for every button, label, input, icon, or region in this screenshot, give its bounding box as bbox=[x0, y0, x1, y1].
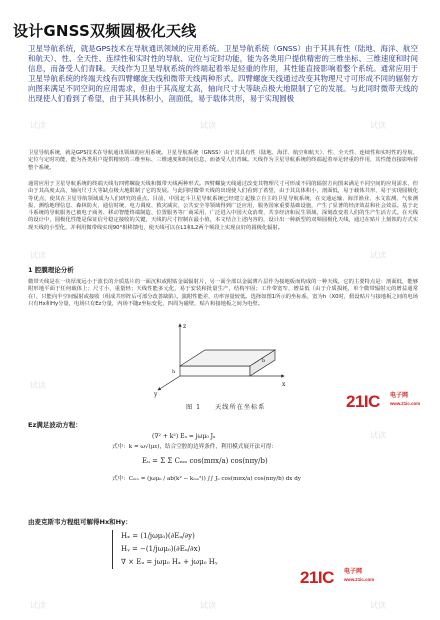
watermark: 试读 bbox=[200, 121, 216, 130]
watermark: 试读 bbox=[370, 251, 386, 260]
logo-mark: 21IC bbox=[346, 392, 380, 411]
figure-caption-text: 天线所在坐标系 bbox=[215, 404, 266, 411]
body-paragraph-1: 卫星导航系统，就是GPS技术在导航通讯领域的应用系统。卫星导航系统（GNSS）由于其具有性（陆地、海洋、航空和航天）、性、全天性、连续性和实时性的导航、定位与定时功能，能为各类用户提供精密的三维坐标、三维速度和时间信息，而备受人们青睐。天线作为卫星导航系统的终端起着举足轻重的作用，其性能直接影响着整个系统。 bbox=[28, 150, 418, 171]
watermark: 试读 bbox=[30, 381, 46, 390]
equation-hy: Hᵧ = −(1/jωμ₀)(∂Eᵤ/∂x) bbox=[121, 545, 201, 553]
logo-url-bottom: www.21ic.com bbox=[344, 577, 375, 582]
site-logo-bottom bbox=[300, 568, 380, 588]
lead-paragraph: 卫星导航系统，就是GPS技术在导航通讯领域的应用系统。卫星导航系统（GNSS）由于其具有性（陆地、海洋、航空和航天）、性、全天性、连续性和实时性的导航、定位与定时功能，能为各类用户提供精密的三维坐标、三维速度和时间信息，而备受人们青睐。天线作为卫星导航系统的终端起着举足轻重的作用，其性能直接影响着整个系统。通常应用于卫星导航系统的终端天线有四臂螺旋天线和微带天线两种形式。四臂螺旋天线通过改变其物理尺寸可形成不同的辐射方向图来满足不同空间的应用需求，但由于其高度太高，轴向尺寸大等缺点极大地限制了它的发展。与此同时微带天线的出现使人们看到了希望，由于其具体积小，剖面低，易于载体共形，易于实现圆极 bbox=[28, 44, 418, 103]
watermark: 试读 bbox=[30, 121, 46, 130]
equation-note-1: 式中：k = ω√(με)，结合空腔的边界条件，利用模式展开法可得： bbox=[112, 444, 277, 450]
axis-label-z: z bbox=[183, 323, 187, 330]
watermark: 试读 bbox=[30, 601, 46, 610]
equation-block-2 bbox=[112, 530, 301, 569]
logo-subtitle: 电子网 bbox=[390, 393, 409, 399]
body-paragraph-2: 通常应用于卫星导航系统的终端天线有四臂螺旋天线和微带天线两种形式。四臂螺旋天线通过改变其物理尺寸可形成不同的辐射方向图来满足不同空间的应用需求，但由于其高度太高，轴向尺寸大等缺点极大地限制了它的发展。与此同时微带天线的出现使人们看到了希望，由于其具体积小，剖面低，易于载体共形，易于实现圆极化等优点，使其在卫星导航领域成为人们研究的重点。目前，中国北斗卫星导航系统已经建立起独立自主的卫星导航系统，在交通运输、海洋渔业、水文监测、气象测报、测绘地理信息、森林防火、通信时统、电力调度、救灾减灾、公共安全等领域得到广泛应用，服务国家重要基础设施，产生了显著的经济效益和社会效益。基于北斗系统的导航服务已被电子商务、移动智能终端制造、位置服务等厂商采用，广泛进入中国大众消费、共享经济和民生领域，深刻改变着人们的生产生活方式。在天线的设计中，圆极化性能是保证信号稳定接收的关键，天线的尺寸控制在最小值，本文结合上述内容的，设计出一种新型的双频圆极化天线，通过在贴片上刻蚀的方式实现天线的小型化，并利用微带线实现90°相移馈电，使天线可以在L1和L2两个频段上实现良好的圆极化辐射。 bbox=[28, 181, 418, 231]
page-title: 设计GNSS双频圆极化天线 bbox=[13, 22, 197, 40]
dim-label-b: b bbox=[262, 358, 266, 364]
logo-mark-bottom: 21IC bbox=[300, 568, 334, 587]
maxwell-label: 由麦克斯韦方程组可解得Hx和Hy： bbox=[28, 518, 132, 526]
figure-caption bbox=[186, 402, 265, 411]
watermark: 试读 bbox=[30, 251, 46, 260]
logo-subtitle-bottom: 电子网 bbox=[344, 569, 363, 575]
equation-curl: ∇ × Eᵤ = jωμ₀ Hₓ + jωμ₀ Hᵧ bbox=[121, 558, 218, 566]
section-heading: 1 腔膜理论分析 bbox=[28, 266, 74, 274]
watermark: 试读 bbox=[370, 431, 386, 440]
equation-coefficient: 式中：Cₘₙ = (jωμ₀ / ab(k² − kₘₙ²)) ∫∫ Jᵤ cos(mπx/a) cos(nπy/b) dx dy bbox=[112, 476, 301, 482]
logo-url: www.21ic.com bbox=[390, 401, 421, 406]
coordinate-figure bbox=[150, 316, 290, 400]
watermark: 试读 bbox=[370, 601, 386, 610]
ez-wave-equation-label: Ez满足波动方程： bbox=[28, 421, 82, 429]
dim-label-h: h bbox=[172, 369, 176, 375]
section-body: 微带天线是在一块厚度远小于波长的介质基片的一面沉积或附贴金属辐射片，另一面全部以金属薄片层作为接地板而构成的一种天线，它的主要特点是：剖面低，能够附形地平面于任何载体上；尺寸小，重量轻；天线性能多元化，易于安装和批量生产，结构牢固；工作带宽窄，增益低（由于介质损耗，单个微带辐射元的增益通常在），只能向半空间辐射或接收（组成共形阵后可部分改善缺陷）。演附性能差，功率容量较低。选择如图1所示的坐标系，宽为h（X0时，假设贴片与接地板之间的电场只有Hx和Hy分量，电场只有Ez分量，内场不随z坐标变化，四周为磁壁，贴片和接地板之间为电壁。 bbox=[28, 279, 418, 307]
equation-wave: (∇² + k²) Eᵤ = jωμ₀ Jᵤ bbox=[152, 433, 216, 440]
site-logo bbox=[346, 392, 426, 412]
equation-block-1 bbox=[112, 432, 352, 484]
axis-label-y: y bbox=[154, 391, 158, 398]
equation-hx: Hₓ = (1/jωμ₀)(∂Eᵤ/∂y) bbox=[121, 532, 195, 540]
watermark: 试读 bbox=[370, 121, 386, 130]
figure-number: 图 1 bbox=[186, 404, 202, 411]
equation-mode-expansion: Eᵤ = Σ Σ Cₘₙ cos(mπx/a) cos(nπy/b) bbox=[142, 457, 268, 465]
axis-label-x: x bbox=[282, 381, 286, 388]
watermark: 试读 bbox=[200, 601, 216, 610]
